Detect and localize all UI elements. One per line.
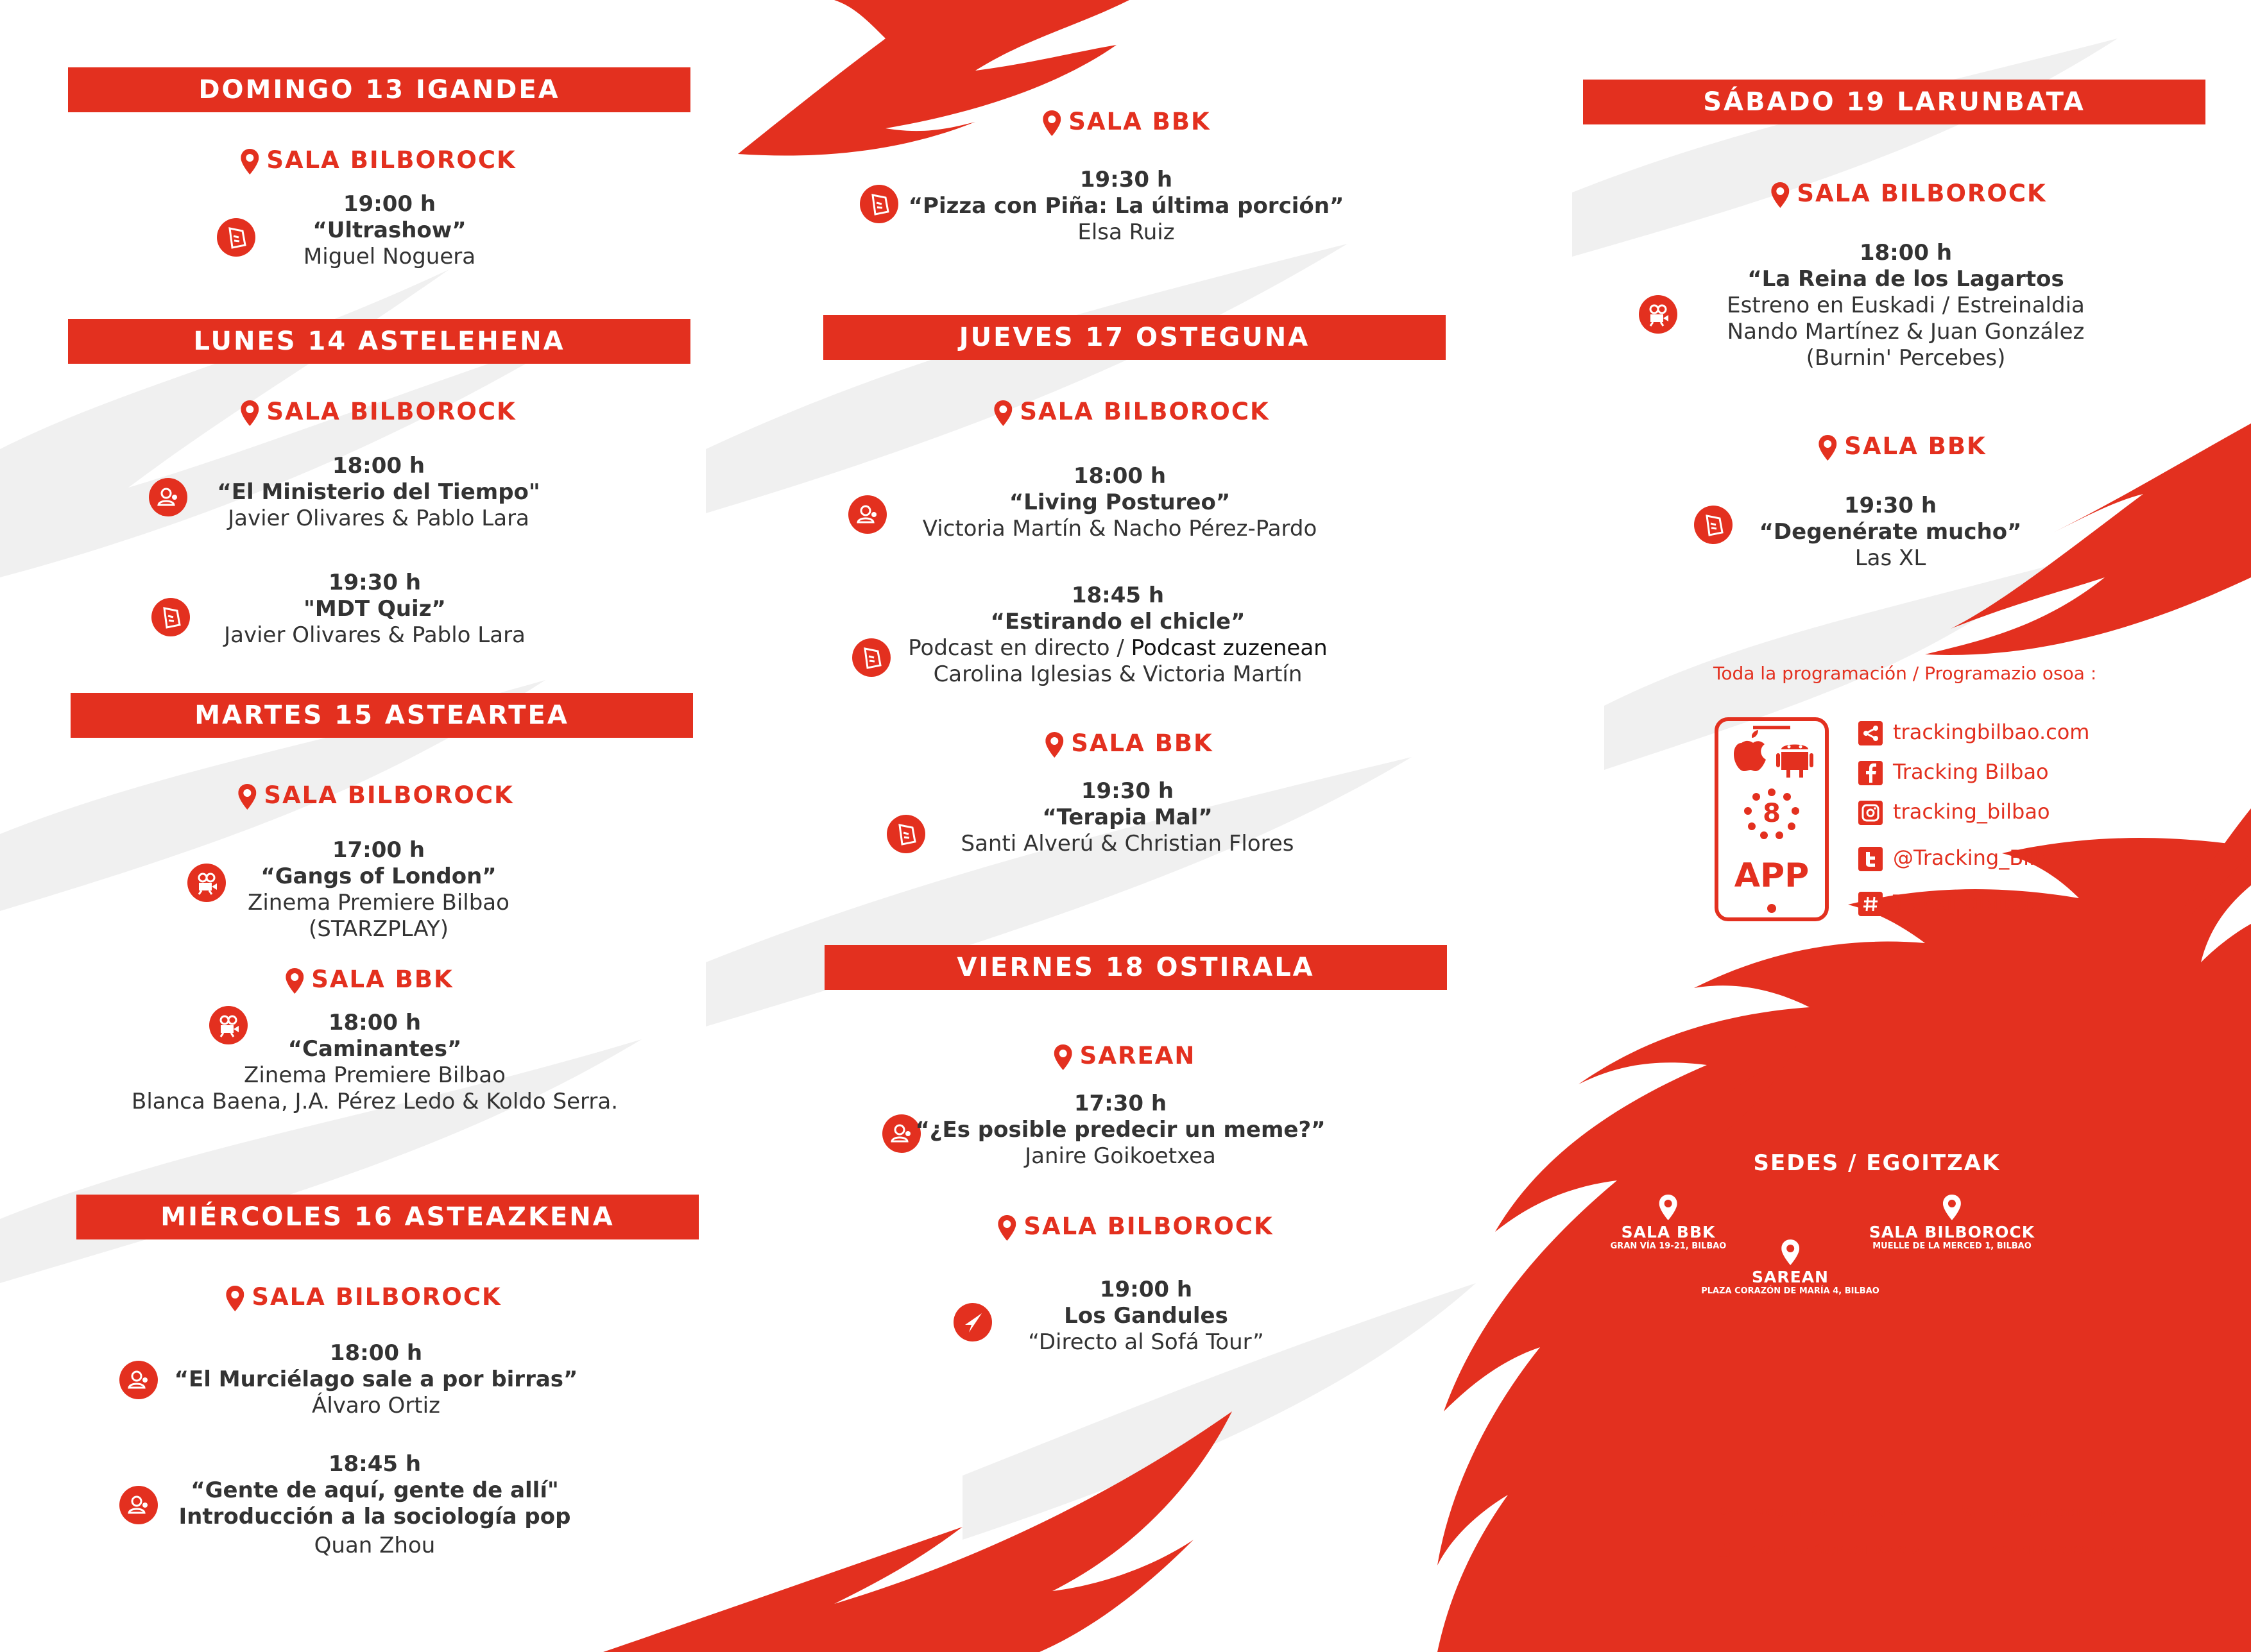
event-people: Javier Olivares & Pablo Lara	[228, 506, 529, 531]
app-number: 8	[1763, 799, 1781, 828]
event-los-gandules	[1028, 1277, 1263, 1356]
event-tour: “Directo al Sofá Tour”	[1028, 1329, 1264, 1355]
event-title: “La Reina de los Lagartos	[1747, 266, 2064, 292]
event-time: 18:00 h	[1073, 463, 1167, 489]
legend-label: CONCIERTO/KONTZERTUA	[1992, 1544, 2157, 1558]
location-pin-icon	[1659, 1195, 1677, 1220]
event-title: “Degenérate mucho”	[1759, 519, 2022, 545]
event-format	[908, 635, 1327, 661]
event-time: 19:00 h	[343, 191, 436, 217]
sede-name: SAREAN	[1752, 1268, 1829, 1286]
venue-name: SALA BILBOROCK	[266, 146, 517, 174]
venue-label	[238, 781, 513, 810]
app-phone-icon[interactable]	[1715, 717, 1829, 921]
day-header-viernes: VIERNES 18 OSTIRALA	[825, 945, 1447, 990]
show-icon	[151, 598, 190, 636]
event-time: 17:00 h	[332, 837, 425, 863]
show-icon	[852, 638, 891, 677]
event-title: “Gente de aquí, gente de allí"	[191, 1477, 559, 1503]
venue-label	[1771, 180, 2046, 208]
legend-label: SHOW/IKUSKIZUNA	[1992, 1507, 2118, 1520]
event-title: “Living Postureo”	[1009, 490, 1231, 515]
sede-bilborock	[1869, 1195, 2035, 1251]
show-icon	[1694, 506, 1733, 544]
twitter-link[interactable]	[1858, 846, 2073, 871]
event-caminantes	[132, 1010, 618, 1115]
event-title: “Estirando el chicle”	[990, 609, 1245, 634]
event-people: Victoria Martín & Nacho Pérez-Pardo	[922, 516, 1317, 541]
venue-label	[1043, 108, 1210, 136]
encounter-icon	[119, 1486, 158, 1524]
event-murcielago	[175, 1340, 578, 1419]
day-header-domingo: DOMINGO 13 IGANDEA	[68, 67, 690, 112]
location-pin-icon	[1054, 1044, 1072, 1070]
event-ultrashow	[304, 191, 475, 270]
event-reina-de-los-lagartos	[1727, 240, 2085, 371]
sedes-title: SEDES / EGOITZAK	[1753, 1150, 2001, 1176]
sede-address: MUELLE DE LA MERCED 1, BILBAO	[1872, 1241, 2032, 1251]
link-text: tracking_bilbao	[1893, 799, 2050, 824]
show-icon	[860, 185, 898, 223]
day-header-lunes: LUNES 14 ASTELEHENA	[68, 319, 690, 364]
link-text: TrackingBilbao8	[1893, 890, 2055, 915]
venue-label	[998, 1213, 1273, 1241]
event-venue-line: Zinema Premiere Bilbao	[244, 1062, 506, 1088]
venue-name: SALA BILBOROCK	[264, 781, 514, 809]
event-title: “Pizza con Piña: La última porción”	[908, 193, 1344, 219]
event-format-es: Podcast en directo /	[908, 635, 1131, 661]
event-people: Elsa Ruiz	[1077, 219, 1175, 245]
location-pin-icon	[1781, 1239, 1799, 1265]
event-subtitle: Introducción a la sociología pop	[178, 1504, 571, 1529]
event-people: Santi Alverú & Christian Flores	[961, 831, 1294, 856]
facebook-icon	[1858, 761, 1883, 785]
venue-name: SALA BILBOROCK	[252, 1283, 502, 1311]
event-mdt-quiz	[224, 570, 526, 649]
link-text: Tracking Bilbao	[1893, 760, 2049, 784]
venue-name: SALA BBK	[1068, 108, 1211, 135]
projection-icon	[1713, 1540, 1736, 1563]
event-estirando-el-chicle	[908, 583, 1327, 688]
event-pizza-con-pina	[909, 167, 1344, 246]
legend-label: PROYECCIÓN/PROIEKZIOIA	[1748, 1544, 1921, 1558]
event-title: “Caminantes”	[287, 1036, 462, 1062]
encounter-icon	[1713, 1503, 1736, 1526]
event-living-postureo	[923, 463, 1317, 542]
location-pin-icon	[226, 1286, 244, 1311]
link-text: trackingbilbao.com	[1893, 720, 2090, 744]
concert-icon	[954, 1303, 992, 1341]
app-label: APP	[1734, 856, 1810, 895]
event-people: Las XL	[1854, 545, 1926, 571]
event-time: 18:45 h	[1071, 583, 1165, 608]
website-link[interactable]	[1858, 720, 2089, 745]
venue-label	[994, 398, 1269, 426]
event-people: Blanca Baena, J.A. Pérez Ledo & Koldo Serra.	[131, 1089, 619, 1114]
event-time: 19:30 h	[328, 570, 422, 595]
venue-label	[1054, 1042, 1196, 1070]
sede-address: GRAN VÍA 19-21, BILBAO	[1610, 1241, 1727, 1251]
venue-name: SALA BILBOROCK	[1797, 180, 2047, 207]
concert-icon	[1957, 1540, 1980, 1563]
encounter-icon	[119, 1361, 158, 1399]
event-premiere: Estreno en Euskadi / Estreinaldia	[1727, 293, 2085, 318]
event-people: Álvaro Ortiz	[312, 1393, 440, 1418]
location-pin-icon	[286, 968, 304, 994]
venue-name: SALA BBK	[1844, 432, 1987, 460]
hashtag-link[interactable]	[1858, 890, 2055, 916]
event-title: “El Murciélago sale a por birras”	[174, 1367, 578, 1392]
event-gente-de-aqui	[179, 1451, 571, 1559]
location-pin-icon	[1045, 732, 1063, 758]
share-icon	[1858, 721, 1883, 745]
event-predecir-meme	[915, 1091, 1325, 1170]
event-format-eu: Podcast zuzenean	[1131, 635, 1328, 661]
location-pin-icon	[238, 784, 256, 810]
show-icon	[887, 815, 925, 853]
venue-label	[241, 398, 516, 426]
event-title: "MDT Quiz”	[304, 596, 446, 622]
event-title: “Terapia Mal”	[1042, 805, 1213, 830]
day-header-miercoles: MIÉRCOLES 16 ASTEAZKENA	[76, 1195, 699, 1239]
event-title: “¿Es posible predecir un meme?”	[915, 1117, 1326, 1143]
location-pin-icon	[994, 400, 1012, 426]
sede-address: PLAZA CORAZÓN DE MARÍA 4, BILBAO	[1701, 1286, 1879, 1296]
hashtag-icon	[1858, 892, 1883, 916]
sede-sarean	[1701, 1239, 1879, 1296]
encounter-icon	[848, 495, 887, 534]
event-people: Janire Goikoetxea	[1025, 1143, 1216, 1169]
legend-encounter	[1713, 1503, 1906, 1526]
event-time: 19:00 h	[1099, 1277, 1193, 1302]
venue-label	[286, 966, 453, 994]
event-title: “El Ministerio del Tiempo"	[217, 479, 540, 505]
event-degenerate-mucho	[1759, 493, 2022, 572]
venue-name: SALA BILBOROCK	[266, 398, 517, 425]
projection-icon	[187, 864, 226, 902]
venue-name: SALA BILBOROCK	[1023, 1213, 1274, 1240]
show-icon	[217, 218, 255, 257]
location-pin-icon	[1943, 1195, 1961, 1220]
event-time: 17:30 h	[1074, 1091, 1167, 1116]
encounter-icon	[149, 478, 187, 516]
event-people: Javier Olivares & Pablo Lara	[224, 622, 526, 648]
event-title: “Gangs of London”	[261, 864, 497, 889]
event-time: 18:00 h	[329, 1340, 423, 1366]
event-time: 19:30 h	[1844, 493, 1937, 518]
sede-name: SALA BILBOROCK	[1869, 1223, 2035, 1241]
event-venue-line: Zinema Premiere Bilbao	[248, 890, 509, 915]
venue-name: SALA BBK	[1071, 729, 1213, 757]
venue-name: SALA BILBOROCK	[1020, 398, 1270, 425]
event-people: Carolina Iglesias & Victoria Martín	[933, 661, 1303, 687]
facebook-link[interactable]	[1858, 760, 2049, 785]
instagram-icon	[1858, 801, 1883, 825]
legend-concert	[1957, 1540, 2157, 1563]
event-people: Quan Zhou	[314, 1533, 436, 1558]
show-icon	[1957, 1503, 1980, 1526]
day-header-martes: MARTES 15 ASTEARTEA	[71, 693, 693, 738]
day-header-sabado: SÁBADO 19 LARUNBATA	[1583, 80, 2205, 124]
day-header-jueves: JUEVES 17 OSTEGUNA	[823, 315, 1446, 360]
venue-label	[241, 146, 516, 175]
location-pin-icon	[1819, 435, 1836, 461]
event-ministerio	[217, 453, 540, 532]
instagram-link[interactable]	[1858, 799, 2050, 825]
event-provider: (STARZPLAY)	[308, 916, 449, 942]
venue-label	[226, 1283, 501, 1311]
location-pin-icon	[998, 1215, 1016, 1241]
venue-label	[1045, 729, 1213, 758]
event-time: 18:00 h	[332, 453, 425, 479]
event-time: 18:00 h	[1859, 240, 1953, 266]
location-pin-icon	[1771, 182, 1789, 208]
full-programme-label: Toda la programación / Programazio osoa :	[1713, 663, 2097, 684]
event-time: 19:30 h	[1081, 778, 1174, 804]
event-company: (Burnin' Percebes)	[1806, 345, 2006, 371]
link-text: @Tracking_Bilbao	[1893, 846, 2073, 870]
sede-name: SALA BBK	[1621, 1223, 1716, 1241]
legend-projection	[1713, 1540, 1920, 1563]
legend-show	[1957, 1503, 2117, 1526]
event-title: Los Gandules	[1064, 1303, 1228, 1329]
event-terapia-mal	[961, 778, 1294, 857]
location-pin-icon	[241, 400, 259, 426]
venue-name: SALA BBK	[311, 966, 454, 993]
event-gangs-of-london	[248, 837, 509, 942]
legend-label: ENCUENTRO / TOPAKETA	[1748, 1507, 1907, 1520]
event-time: 18:45 h	[328, 1451, 422, 1477]
location-pin-icon	[241, 149, 259, 175]
event-time: 19:30 h	[1079, 167, 1173, 192]
event-people: Nando Martínez & Juan González	[1727, 319, 2085, 345]
event-time: 18:00 h	[328, 1010, 422, 1035]
projection-icon	[1639, 295, 1677, 334]
event-people: Miguel Noguera	[303, 244, 476, 269]
location-pin-icon	[1043, 110, 1061, 136]
venue-label	[1819, 432, 1986, 461]
twitter-icon	[1858, 847, 1883, 871]
venue-name: SAREAN	[1079, 1042, 1196, 1069]
event-title: “Ultrashow”	[312, 217, 466, 243]
